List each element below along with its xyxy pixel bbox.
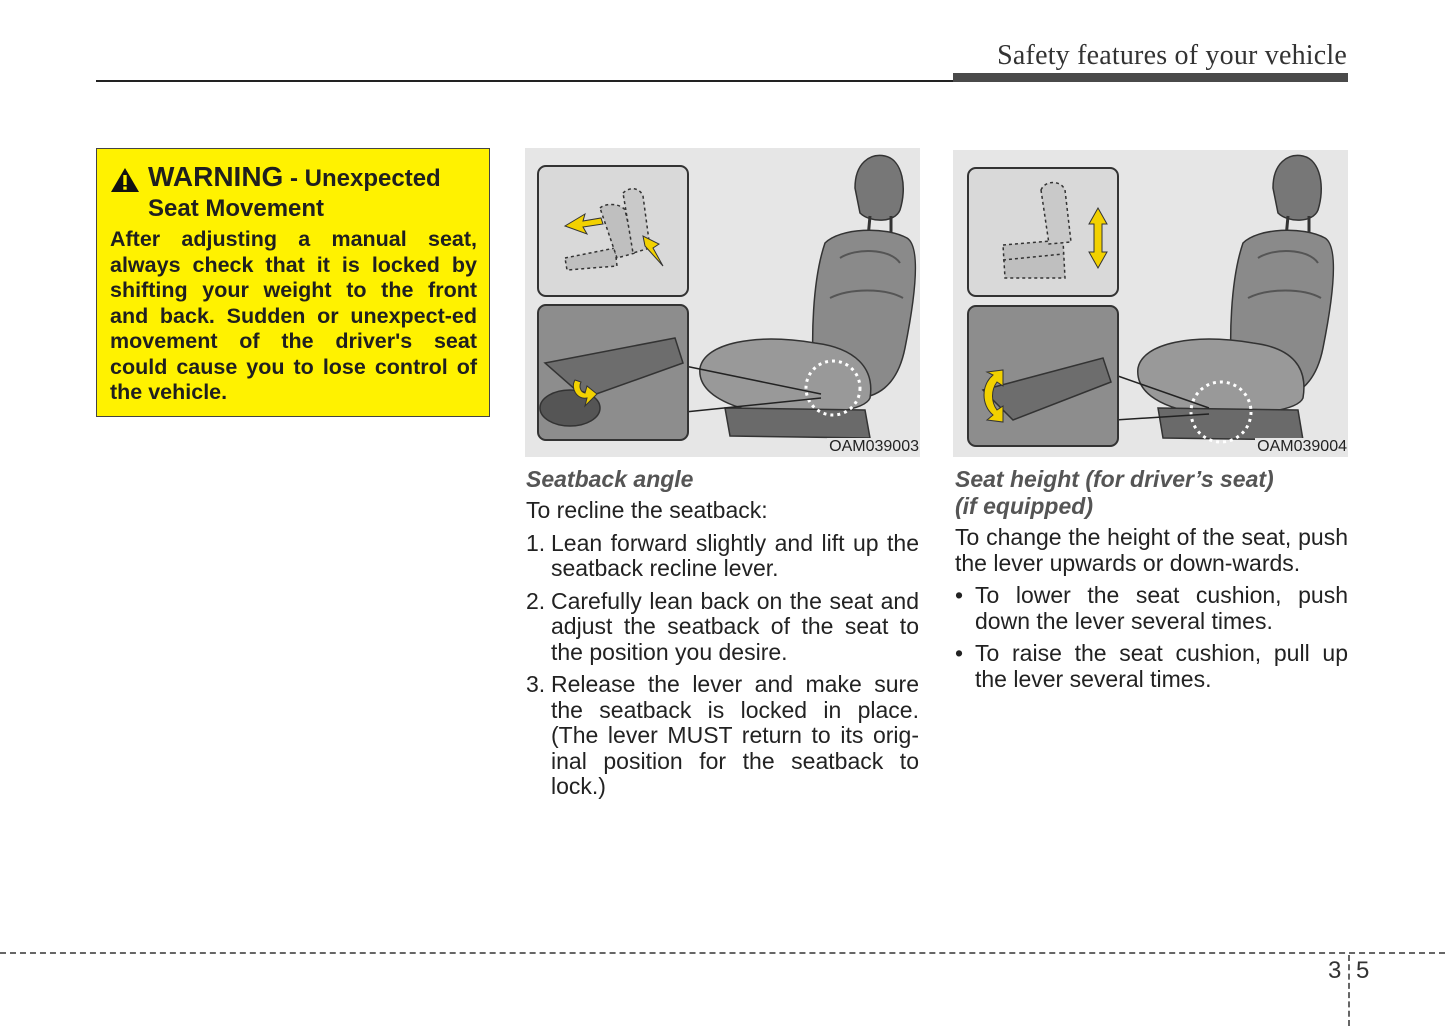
seatback-figure (525, 148, 920, 457)
list-number: 3. (526, 671, 546, 697)
warning-body: After adjusting a manual seat, always check that it is locked by shifting your weight to the front and back. Sudden or unexpect-ed movement of the driver's seat could cause you to lose control of the vehicle. (110, 227, 477, 404)
seatback-angle-section (526, 466, 919, 807)
list-item (526, 672, 919, 800)
footer-divider (1348, 955, 1350, 1026)
seat-height-title (955, 466, 1348, 520)
bullet: • (955, 640, 964, 666)
bullet: • (955, 582, 964, 608)
warning-title (148, 163, 441, 222)
list-item (955, 641, 1348, 692)
warning-title-part1: Unexpected (304, 165, 441, 192)
list-text: Lean forward slightly and lift up the seatback recline lever. (551, 529, 919, 581)
list-text: Release the lever and make sure the seatback is locked in place. (The lever MUST return to its orig-inal position for the seatback to lock.) (551, 671, 919, 799)
warning-box (96, 148, 490, 417)
figure-code: OAM039004 (1257, 438, 1347, 455)
footer-dashed-rule (0, 952, 1445, 954)
seat-height-section (955, 466, 1348, 699)
seat-height-illustration (953, 150, 1348, 457)
chapter-number: 3 (1328, 957, 1342, 984)
warning-heading (110, 163, 477, 222)
figure-code: OAM039003 (829, 438, 919, 455)
seat-height-figure (953, 150, 1348, 457)
warning-triangle-icon (110, 167, 140, 193)
seatback-recline-illustration (525, 148, 920, 457)
warning-title-part2: Seat Movement (148, 195, 325, 222)
warning-dash: - (283, 165, 305, 192)
seatback-intro: To recline the seatback: (526, 497, 768, 523)
list-item (526, 531, 919, 582)
seat-height-intro: To change the height of the seat, push the lever upwards or down-wards. (955, 524, 1348, 576)
seatback-angle-title: Seatback angle (526, 466, 694, 492)
warning-label: WARNING (148, 161, 284, 192)
list-text: Carefully lean back on the seat and adjust the seatback of the seat to the position you desire. (551, 587, 919, 665)
seat-height-title-line2: (if equipped) (955, 493, 1093, 519)
seat-height-title-line1: Seat height (for driver’s seat) (955, 466, 1274, 492)
page-number: 5 (1356, 957, 1370, 984)
header-bar (953, 73, 1348, 82)
list-number: 2. (526, 587, 546, 614)
list-text: To lower the seat cushion, push down the lever several times. (975, 582, 1348, 634)
list-item (526, 589, 919, 666)
list-item (955, 583, 1348, 634)
page-header-title: Safety features of your vehicle (997, 40, 1347, 71)
list-number: 1. (526, 529, 546, 556)
list-text: To raise the seat cushion, pull up the lever several times. (975, 640, 1348, 692)
